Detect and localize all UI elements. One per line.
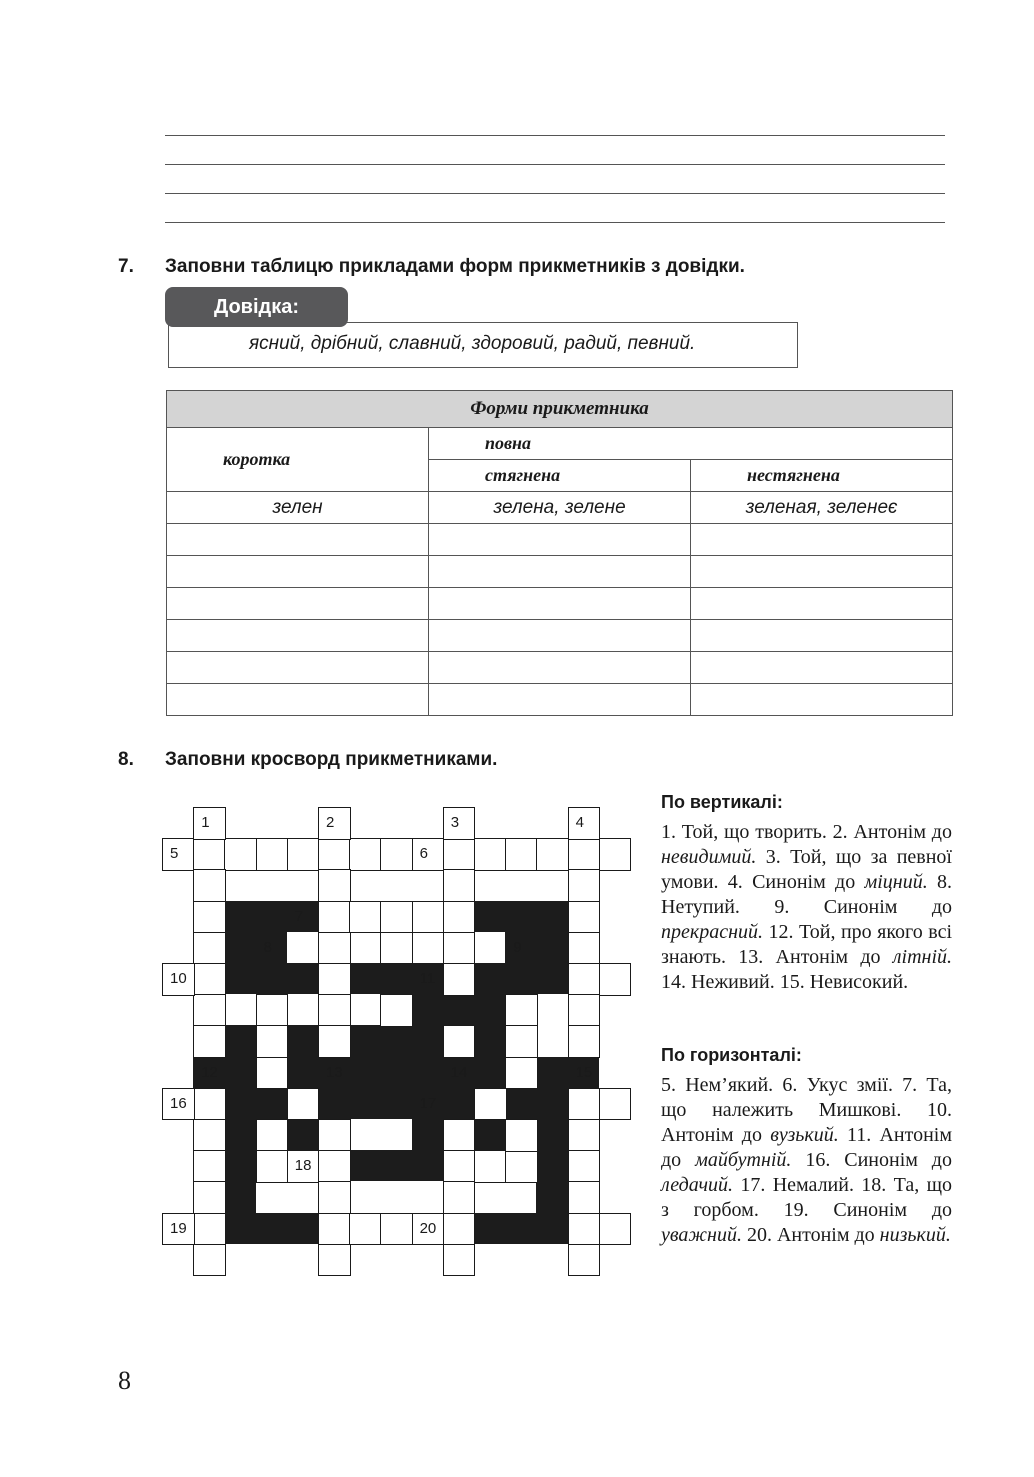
crossword-black-area xyxy=(474,901,568,932)
header-uncontracted: нестягнена xyxy=(691,460,953,492)
crossword-cell[interactable] xyxy=(443,1119,476,1152)
empty-cell[interactable] xyxy=(167,652,429,684)
crossword-clue-number: 13 xyxy=(326,1063,343,1081)
crossword-black-area xyxy=(536,1150,567,1181)
crossword-cell[interactable] xyxy=(193,1181,226,1214)
crossword-cell[interactable] xyxy=(287,1088,320,1121)
clue-fragment: низький. xyxy=(879,1224,951,1246)
crossword-black-area xyxy=(474,1025,505,1056)
crossword-cell[interactable] xyxy=(568,1213,601,1246)
crossword-black-area xyxy=(505,1088,567,1119)
crossword-black-area xyxy=(224,1213,318,1244)
crossword-cell[interactable] xyxy=(162,838,195,871)
empty-cell[interactable] xyxy=(429,588,691,620)
crossword-cell[interactable] xyxy=(505,838,538,871)
task-7-number: 7. xyxy=(118,256,134,277)
crossword-cell[interactable] xyxy=(505,1025,538,1058)
crossword-cell[interactable] xyxy=(568,1025,601,1058)
header-short: коротка xyxy=(167,428,429,492)
crossword-cell[interactable] xyxy=(568,901,601,934)
crossword-clue-number: 20 xyxy=(419,1219,437,1237)
crossword-cell[interactable] xyxy=(568,1150,601,1183)
crossword-clue-number: 14 xyxy=(450,1063,468,1081)
crossword-cell[interactable] xyxy=(193,1150,226,1183)
crossword-cell[interactable] xyxy=(380,994,413,1027)
clue-fragment: 12. Той, про якого всі знають. 13. Антонім до xyxy=(661,921,952,968)
crossword-cell[interactable] xyxy=(599,838,632,871)
crossword-cell[interactable] xyxy=(349,901,382,934)
crossword-black-area xyxy=(412,1119,443,1150)
crossword-cell[interactable] xyxy=(380,838,413,871)
answer-line[interactable] xyxy=(165,164,945,165)
table-row xyxy=(167,620,953,652)
clue-fragment: уважний. xyxy=(661,1224,742,1246)
crossword-cell[interactable] xyxy=(287,838,320,871)
crossword-cell[interactable] xyxy=(380,1213,413,1246)
crossword-black-area xyxy=(536,1119,567,1150)
crossword-cell[interactable] xyxy=(193,1025,226,1058)
crossword-cell[interactable] xyxy=(318,932,351,965)
crossword-cell[interactable] xyxy=(568,1088,601,1121)
crossword-cell[interactable] xyxy=(318,1119,351,1152)
crossword-black-area xyxy=(224,1181,255,1212)
horizontal-clues-title: По горизонталі: xyxy=(661,1045,802,1065)
crossword-cell[interactable] xyxy=(318,994,351,1027)
crossword-grid xyxy=(150,800,640,1280)
crossword-cell[interactable] xyxy=(474,1088,507,1121)
vertical-clues-title: По вертикалі: xyxy=(661,792,783,812)
clue-fragment: 1. Той, що творить. 2. Антонім до xyxy=(661,821,952,843)
crossword-cell[interactable] xyxy=(380,901,413,934)
clue-fragment: 14. Неживий. 15. Невисокий. xyxy=(661,971,909,993)
crossword-cell[interactable] xyxy=(318,901,351,934)
crossword-cell[interactable] xyxy=(193,932,226,965)
table-row xyxy=(167,684,953,716)
crossword-clue-number: 3 xyxy=(450,814,460,831)
empty-cell[interactable] xyxy=(691,524,953,556)
empty-cell[interactable] xyxy=(167,684,429,716)
crossword-clue-number: 6 xyxy=(419,845,428,863)
crossword-black-area xyxy=(474,1213,568,1244)
crossword-cell[interactable] xyxy=(193,838,226,871)
crossword-black-area xyxy=(224,1119,255,1150)
crossword-cell[interactable] xyxy=(568,994,601,1027)
crossword-cell[interactable] xyxy=(443,1181,476,1214)
crossword-cell[interactable] xyxy=(568,1181,601,1214)
crossword-cell[interactable] xyxy=(443,869,476,902)
table-row xyxy=(167,556,953,588)
crossword-clue-number: 1 xyxy=(201,814,210,831)
task-7-instruction: Заповни таблицю прикладами форм прикметників з довідки. xyxy=(165,256,745,277)
crossword-cell[interactable] xyxy=(318,1213,351,1246)
header-full: повна xyxy=(429,428,953,460)
answer-line[interactable] xyxy=(165,135,945,136)
empty-cell[interactable] xyxy=(429,620,691,652)
crossword-cell[interactable] xyxy=(443,1150,476,1183)
adjective-forms-table xyxy=(166,390,953,716)
task-8-instruction: Заповни кросворд прикметниками. xyxy=(165,749,498,770)
crossword-cell[interactable] xyxy=(568,963,601,996)
header-contracted: стягнена xyxy=(429,460,691,492)
crossword-cell[interactable] xyxy=(193,869,226,902)
crossword-cell[interactable] xyxy=(318,1025,351,1058)
crossword-black-area xyxy=(287,1025,318,1056)
crossword-cell[interactable] xyxy=(505,1119,538,1152)
crossword-cell[interactable] xyxy=(568,932,601,965)
crossword-clue-number: 19 xyxy=(170,1219,187,1237)
crossword-clue-number: 7 xyxy=(294,907,304,925)
empty-cell[interactable] xyxy=(691,652,953,684)
crossword-cell[interactable] xyxy=(568,1244,601,1277)
crossword-cell[interactable] xyxy=(318,1244,351,1277)
clue-fragment: майбутній. xyxy=(695,1149,792,1171)
crossword-cell[interactable] xyxy=(443,932,476,965)
crossword-clue-number: 16 xyxy=(170,1094,187,1112)
clue-fragment: літній. xyxy=(892,946,952,968)
crossword-cell[interactable] xyxy=(256,838,289,871)
empty-cell[interactable] xyxy=(429,684,691,716)
clue-fragment: ледачий. xyxy=(661,1174,733,1196)
clue-fragment: 3. Той, що за певної умови. 4. Синонім до xyxy=(661,846,952,893)
clue-fragment: 20. Антонім до xyxy=(741,1224,880,1246)
crossword-cell[interactable] xyxy=(193,1213,226,1246)
crossword-black-area xyxy=(318,1088,474,1119)
crossword-black-area xyxy=(224,932,286,994)
crossword-black-area xyxy=(287,1119,318,1150)
clue-fragment: прекрасний. xyxy=(661,921,764,943)
crossword-cell[interactable] xyxy=(193,1244,226,1277)
crossword-cell[interactable] xyxy=(318,838,351,871)
crossword-cell[interactable] xyxy=(318,807,351,840)
empty-cell[interactable] xyxy=(691,620,953,652)
crossword-cell[interactable] xyxy=(318,1181,351,1214)
crossword-cell[interactable] xyxy=(443,838,476,871)
crossword-black-area xyxy=(349,1150,443,1181)
empty-cell[interactable] xyxy=(691,588,953,620)
empty-cell[interactable] xyxy=(167,620,429,652)
answer-line[interactable] xyxy=(165,193,945,194)
crossword-clue-number: 18 xyxy=(294,1157,312,1175)
clue-fragment: 8. Нетупий. 9. Синонім до xyxy=(661,871,952,918)
clue-fragment: невидимий. xyxy=(661,846,757,868)
task-8-number: 8. xyxy=(118,749,134,770)
empty-cell[interactable] xyxy=(691,684,953,716)
crossword-cell[interactable] xyxy=(474,1150,507,1183)
crossword-black-area xyxy=(536,1181,567,1212)
crossword-clue-number: 11 xyxy=(419,970,436,987)
crossword-cell[interactable] xyxy=(599,1088,632,1121)
empty-cell[interactable] xyxy=(167,588,429,620)
crossword-cell[interactable] xyxy=(443,963,476,996)
reference-box xyxy=(168,322,798,368)
crossword-black-area xyxy=(474,963,505,994)
crossword-cell[interactable] xyxy=(443,901,476,934)
example-uncontracted: зеленая, зеленеє xyxy=(691,492,953,524)
clue-fragment: 11. Антонім до xyxy=(661,1124,953,1171)
crossword-clue-number: 8 xyxy=(263,938,272,956)
crossword-cell[interactable] xyxy=(256,994,289,1027)
crossword-cell[interactable] xyxy=(474,838,507,871)
table-row xyxy=(167,588,953,620)
example-contracted: зелена, зелене xyxy=(429,492,691,524)
horizontal-clues xyxy=(661,1073,952,1248)
empty-cell[interactable] xyxy=(167,556,429,588)
table-row xyxy=(167,524,953,556)
crossword-black-area xyxy=(474,1119,505,1150)
crossword-cell[interactable] xyxy=(193,1119,226,1152)
crossword-cell[interactable] xyxy=(568,869,601,902)
crossword-cell[interactable] xyxy=(256,1025,289,1058)
crossword-clue-number: 15 xyxy=(575,1063,593,1081)
crossword-cell[interactable] xyxy=(193,994,226,1027)
crossword-clue-number: 10 xyxy=(170,970,187,987)
crossword-cell[interactable] xyxy=(318,869,351,902)
crossword-black-area xyxy=(224,1025,255,1056)
crossword-cell[interactable] xyxy=(443,1025,476,1058)
crossword-cell[interactable] xyxy=(193,1088,226,1121)
crossword-black-area xyxy=(287,963,318,994)
empty-cell[interactable] xyxy=(429,652,691,684)
table-row xyxy=(167,492,953,524)
empty-cell[interactable] xyxy=(429,524,691,556)
crossword-cell[interactable] xyxy=(256,1057,289,1090)
clue-fragment: вузький. xyxy=(770,1124,839,1146)
vertical-clues xyxy=(661,820,952,995)
crossword-cell[interactable] xyxy=(193,807,226,840)
crossword-cell[interactable] xyxy=(349,1213,382,1246)
crossword-cell[interactable] xyxy=(318,963,351,996)
crossword-cell[interactable] xyxy=(443,807,476,840)
crossword-cell[interactable] xyxy=(193,901,226,934)
example-short: зелен xyxy=(167,492,429,524)
crossword-black-area xyxy=(224,1150,255,1181)
crossword-cell[interactable] xyxy=(599,963,632,996)
crossword-cell[interactable] xyxy=(505,994,538,1027)
clue-fragment: 16. Синонім до xyxy=(791,1149,952,1171)
crossword-clue-number: 5 xyxy=(170,845,179,863)
crossword-black-area xyxy=(224,1088,286,1119)
empty-cell[interactable] xyxy=(429,556,691,588)
empty-cell[interactable] xyxy=(691,556,953,588)
clue-fragment: 17. Немалий. 18. Та, що з горбом. 19. Синонім до xyxy=(661,1174,952,1221)
crossword-cell[interactable] xyxy=(443,1213,476,1246)
clue-fragment: міцний. xyxy=(864,871,928,893)
crossword-cell[interactable] xyxy=(568,807,601,840)
page-number: 8 xyxy=(118,1366,131,1395)
crossword-black-area xyxy=(412,994,506,1025)
empty-cell[interactable] xyxy=(167,524,429,556)
crossword-cell[interactable] xyxy=(412,838,445,871)
crossword-cell[interactable] xyxy=(505,1150,538,1183)
crossword-cell[interactable] xyxy=(380,932,413,965)
crossword-cell[interactable] xyxy=(568,838,601,871)
table-title: Форми прикметника xyxy=(167,391,953,428)
table-row xyxy=(167,652,953,684)
reference-words: ясний, дрібний, славний, здоровий, радий, певний. xyxy=(249,333,696,354)
crossword-cell[interactable] xyxy=(256,1119,289,1152)
crossword-cell[interactable] xyxy=(193,963,226,996)
answer-line[interactable] xyxy=(165,222,945,223)
crossword-black-area xyxy=(349,1025,443,1056)
crossword-cell[interactable] xyxy=(536,838,569,871)
crossword-cell[interactable] xyxy=(599,1213,632,1246)
crossword-clue-number: 12 xyxy=(201,1063,218,1081)
crossword-cell[interactable] xyxy=(568,1119,601,1152)
crossword-cell[interactable] xyxy=(412,901,445,934)
crossword-clue-number: 4 xyxy=(575,814,584,831)
crossword-cell[interactable] xyxy=(318,1150,351,1183)
crossword-clue-number: 17 xyxy=(419,1094,437,1112)
crossword-cell[interactable] xyxy=(349,838,382,871)
crossword-black-area xyxy=(224,901,318,932)
crossword-cell[interactable] xyxy=(256,1150,289,1183)
crossword-clue-number: 2 xyxy=(326,814,335,831)
crossword-cell[interactable] xyxy=(443,1244,476,1277)
crossword-cell[interactable] xyxy=(224,838,257,871)
crossword-clue-number: 9 xyxy=(513,938,522,956)
crossword-cell[interactable] xyxy=(505,1057,538,1090)
crossword-black-area xyxy=(287,1057,505,1088)
clue-fragment: 5. Нем’який. 6. Укус змії. 7. Та, що належить Мишкові. 10. Антонім до xyxy=(661,1074,952,1146)
reference-label: Довідка: xyxy=(165,287,348,327)
